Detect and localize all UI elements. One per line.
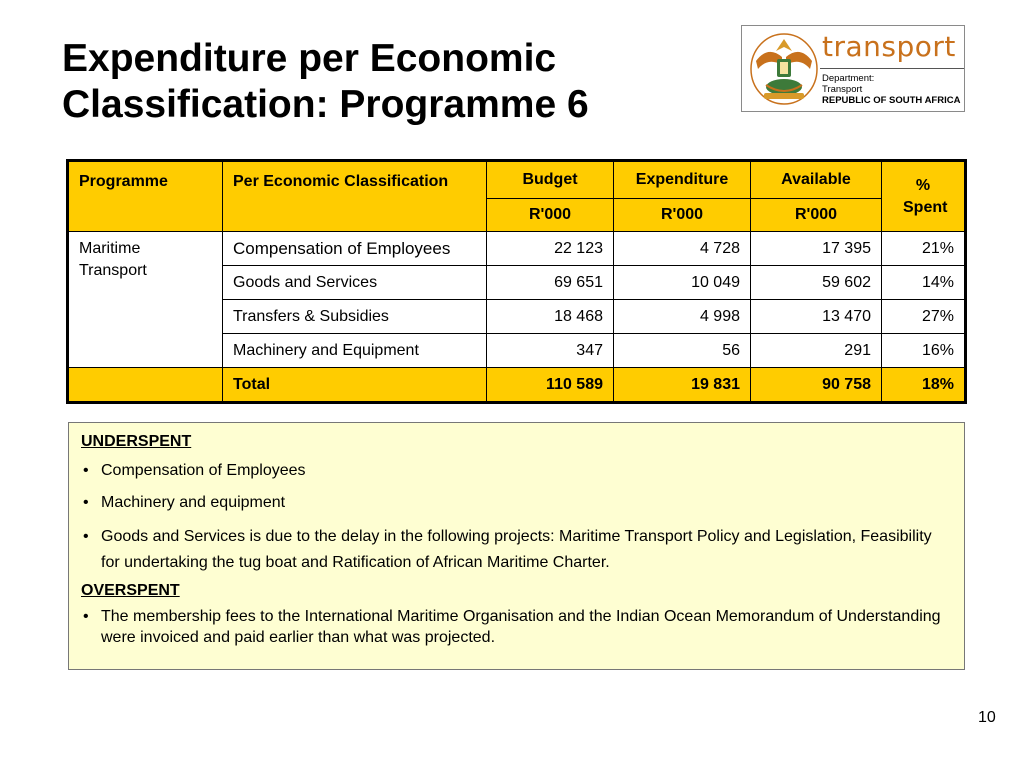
row-budget: 347 [487, 334, 614, 368]
total-label: Total [223, 368, 487, 403]
title-line-1: Expenditure per Economic [62, 37, 557, 80]
list-item: • The membership fees to the International Maritime Organisation and the Indian Ocean Memorandum of Understanding were invoiced and paid earlier than what was projected. [83, 608, 941, 646]
row-expenditure: 56 [614, 334, 751, 368]
row-classification: Machinery and Equipment [223, 334, 487, 368]
list-item: • Goods and Services is due to the delay in the following projects: Maritime Transport Policy and Legislation, Feasibility for undertaking the tug boat and Ratification of African Maritime Charter. [83, 528, 932, 571]
logo-department-text: Department: Transport REPUBLIC OF SOUTH AFRICA [822, 73, 961, 106]
row-classification: Goods and Services [223, 266, 487, 300]
logo-divider [820, 68, 964, 69]
page-title [62, 36, 722, 128]
row-budget: 22 123 [487, 232, 614, 266]
list-item: • Compensation of Employees [83, 462, 306, 479]
row-percent-spent: 21% [882, 232, 966, 266]
header-programme: Programme [68, 161, 223, 232]
row-percent-spent: 14% [882, 266, 966, 300]
coat-of-arms-icon [748, 31, 820, 107]
underspent-list [81, 460, 952, 576]
header-expenditure: Expenditure [614, 161, 751, 199]
logo-brand-text: transport [822, 30, 956, 63]
unit-budget: R'000 [487, 199, 614, 232]
list-item: • Machinery and equipment [83, 494, 286, 511]
header-available: Available [751, 161, 882, 199]
row-budget: 18 468 [487, 300, 614, 334]
overspent-list [81, 606, 952, 648]
underspent-heading: UNDERSPENT [81, 433, 192, 450]
row-available: 291 [751, 334, 882, 368]
row-expenditure: 4 998 [614, 300, 751, 334]
row-percent-spent: 27% [882, 300, 966, 334]
unit-expenditure: R'000 [614, 199, 751, 232]
total-available: 90 758 [751, 368, 882, 403]
row-available: 13 470 [751, 300, 882, 334]
total-percent-spent: 18% [882, 368, 966, 403]
overspent-heading: OVERSPENT [81, 582, 180, 599]
title-line-2: Classification: Programme 6 [62, 83, 589, 126]
unit-available: R'000 [751, 199, 882, 232]
row-available: 17 395 [751, 232, 882, 266]
row-classification: Compensation of Employees [223, 232, 487, 266]
row-expenditure: 10 049 [614, 266, 751, 300]
row-classification: Transfers & Subsidies [223, 300, 487, 334]
row-budget: 69 651 [487, 266, 614, 300]
notes-box [68, 422, 965, 670]
header-budget: Budget [487, 161, 614, 199]
programme-name: Maritime Transport [68, 232, 223, 368]
row-percent-spent: 16% [882, 334, 966, 368]
total-expenditure: 19 831 [614, 368, 751, 403]
total-programme-cell [68, 368, 223, 403]
header-classification: Per Economic Classification [223, 161, 487, 232]
expenditure-table [66, 159, 967, 404]
table-row [68, 232, 966, 266]
total-budget: 110 589 [487, 368, 614, 403]
row-expenditure: 4 728 [614, 232, 751, 266]
header-percent-spent: % Spent [882, 161, 966, 232]
page-number: 10 [978, 709, 996, 726]
department-logo [741, 25, 965, 112]
row-available: 59 602 [751, 266, 882, 300]
table-total-row [68, 368, 966, 403]
table-header-row [68, 161, 966, 199]
